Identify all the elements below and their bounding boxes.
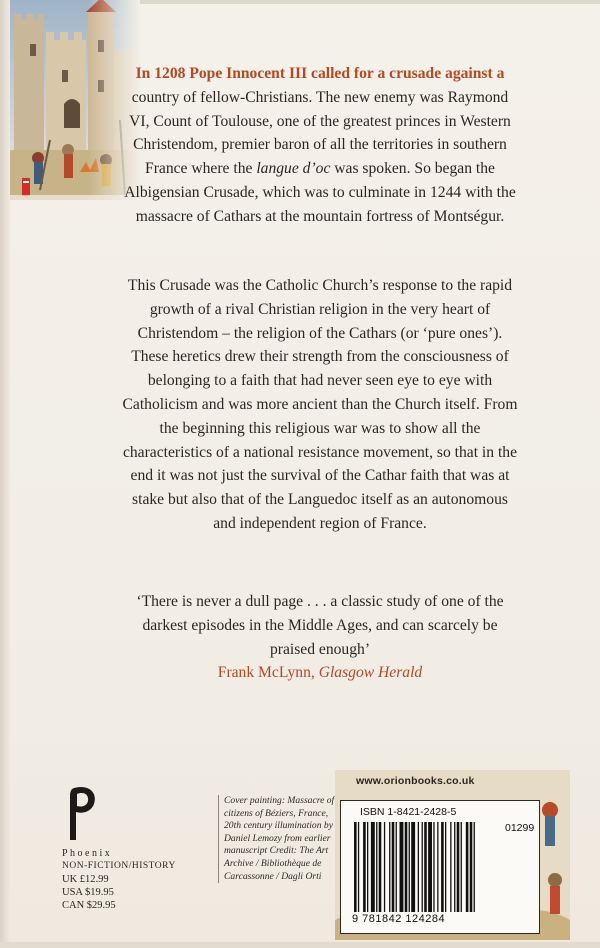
barcode-bar — [389, 822, 390, 912]
price-usa: USA $19.95 — [62, 887, 114, 898]
blurb-paragraph-2: This Crusade was the Catholic Church’s response to the rapid growth of a rival Christian religion in the very heart of Christendom – the religion of the Cathars (or ‘pure ones’). These heretics drew their strength from the consciousness of belonging to a faith that had never seen eye to eye with Catholicism and was more ancient than the Church itself. From the beginning this religious war was to show all the characteristics of a national resistance movement, so that in the end it was not just the survival of the Cathar faith that was at stake but also that of the Languedoc itself as an autonomous and independent region of France. — [122, 277, 518, 532]
price-uk: UK £12.99 — [62, 874, 109, 885]
barcode-bar — [418, 822, 419, 912]
barcode-bar — [392, 822, 395, 912]
barcode-bar — [461, 822, 462, 912]
phoenix-logo-icon — [62, 784, 102, 842]
ean-number: 9 781842 124284 — [352, 913, 446, 925]
barcode-bar — [445, 822, 446, 912]
barcode-bar — [450, 822, 451, 912]
isbn-text: ISBN 1-8421-2428-5 — [360, 806, 457, 818]
barcode-bar — [371, 822, 375, 912]
cover-spine-edge — [0, 0, 10, 948]
cover-bottom-edge — [0, 942, 600, 948]
barcode-bar — [384, 822, 385, 912]
barcode-bar — [396, 822, 397, 912]
barcode-bar — [409, 822, 410, 912]
barcode-bar — [428, 822, 432, 912]
barcode-icon — [352, 822, 534, 914]
review-quote-text: ‘There is never a dull page . . . a classic study of one of the darkest episodes in the Middle Ages, and can scarcely be praised enough’ — [136, 593, 504, 658]
barcode-bar — [470, 822, 473, 912]
barcode-bar — [424, 822, 427, 912]
review-author: Frank McLynn, — [217, 664, 319, 682]
blurb-lead: In 1208 Pope Innocent III called for a crusade against a — [135, 65, 505, 82]
barcode-bar — [400, 822, 404, 912]
barcode-bar — [454, 822, 455, 912]
barcode-bar — [379, 822, 382, 912]
blurb-paragraph-1 — [120, 62, 520, 229]
barcode-bar — [363, 822, 366, 912]
barcode-bar — [354, 822, 357, 912]
review-source: Glasgow Herald — [318, 664, 423, 682]
blurb-paragraph-1-text: country of fellow-Christians. The new enemy was Raymond VI, Count of Toulouse, one of the greatest princes in Western Christendom, premier baron of all the territories in southern France where the — [129, 88, 511, 178]
barcode-bar — [437, 822, 438, 912]
blurb-italic-term: langue d’oc — [256, 160, 331, 178]
imprint-genre: NON-FICTION/HISTORY — [62, 861, 176, 871]
barcode-bar — [441, 822, 444, 912]
review-attribution — [218, 664, 422, 681]
barcode-bar — [376, 822, 377, 912]
barcode-bar — [358, 822, 359, 912]
imprint-brand: Phoenix — [62, 848, 113, 859]
blurb-paragraph-1-end: was spoken. So began the Albigensian Crusade, which was to culminate in 1244 with the massacre of Cathars at the mountain fortress of Montségur. — [124, 160, 516, 225]
barcode-bar — [422, 822, 423, 912]
barcode-bar — [457, 822, 460, 912]
price-code: 01299 — [505, 822, 535, 834]
barcode-bar — [474, 822, 475, 912]
barcode-bar — [466, 822, 469, 912]
publisher-url: www.orionbooks.co.uk — [356, 775, 475, 787]
review-quote — [120, 590, 520, 685]
price-can: CAN $29.95 — [62, 900, 116, 911]
barcode-bar — [367, 822, 368, 912]
cover-credits: Cover painting: Massacre of citizens of Béziers, France, 20th century illumination by Daniel Lemozy from earlier manuscript Credit: The Art Archive / Bibliothèque de Carcassonne / Dagli Orti — [218, 795, 342, 883]
imprint-block — [62, 847, 176, 912]
barcode-bar — [405, 822, 408, 912]
barcode-bar — [411, 822, 415, 912]
barcode-bar — [433, 822, 434, 912]
